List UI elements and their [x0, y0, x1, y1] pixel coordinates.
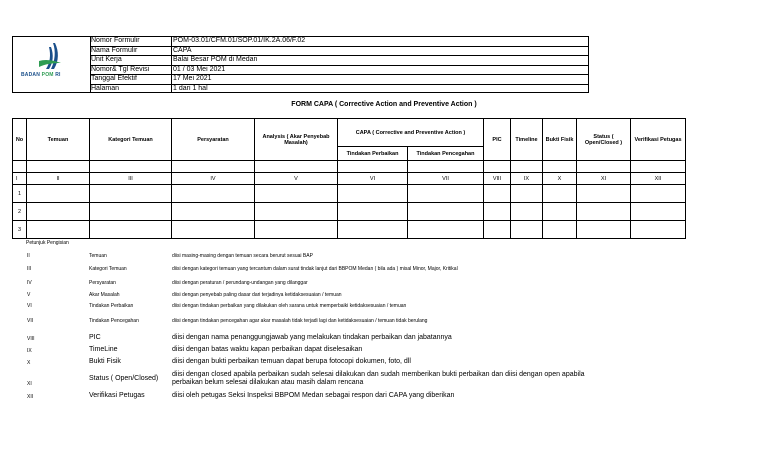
table-cell[interactable]: [172, 203, 255, 221]
guide-label: Tindakan Perbaikan: [89, 303, 134, 309]
table-cell[interactable]: [27, 203, 90, 221]
meta-key: Nomor& Tgl Revisi: [90, 66, 172, 75]
table-cell[interactable]: [484, 221, 511, 239]
col-header-pic: PIC: [484, 119, 511, 161]
guide-code: III: [27, 266, 32, 272]
row-number: 1: [13, 185, 27, 203]
guide-desc: diisi masing-masing dengan temuan secara berurut sesuai BAP: [172, 253, 313, 259]
guide-label: Tindakan Pencegahan: [89, 318, 139, 324]
index-cell: IX: [511, 173, 543, 185]
col-header-persyaratan: Persyaratan: [172, 119, 255, 161]
index-cell: XI: [577, 173, 631, 185]
guide-desc: diisi dengan tindakan pencegahan agar akar masalah tidak terjadi lagi dan ketidaksesuaian / temuan tidak berulang: [172, 318, 428, 324]
meta-value: CAPA: [173, 46, 192, 54]
table-cell[interactable]: [484, 185, 511, 203]
guide-code: VIII: [27, 336, 35, 342]
meta-value: 1 dari 1 hal: [173, 84, 208, 92]
guide-label: Kategori Temuan: [89, 266, 127, 272]
guide-code: XI: [27, 381, 32, 387]
table-cell[interactable]: [255, 185, 338, 203]
table-cell[interactable]: [338, 185, 408, 203]
form-title: FORM CAPA ( Corrective Action and Preventive Action ): [291, 101, 477, 108]
index-cell: VI: [338, 173, 408, 185]
col-header-verifikasi: Verifikasi Petugas: [631, 119, 686, 161]
guide-code: II: [27, 253, 30, 259]
logo-text: BADAN POM RI: [21, 72, 61, 78]
index-cell: VII: [408, 173, 484, 185]
guide-label: Bukti Fisik: [89, 358, 121, 365]
meta-value: 17 Mei 2021: [173, 75, 212, 82]
guide-code: XII: [27, 394, 34, 400]
col-header-capa: CAPA ( Corrective and Preventive Action ): [338, 119, 484, 147]
guide-label: Persyaratan: [89, 280, 116, 286]
guide-desc: diisi dengan batas waktu kapan perbaikan dapat diselesaikan: [172, 346, 363, 353]
meta-value: Balai Besar POM di Medan: [173, 56, 258, 63]
table-row: [13, 221, 686, 239]
guide-code: IV: [27, 280, 32, 286]
badan-pom-logo: [13, 37, 91, 92]
table-cell[interactable]: [90, 203, 172, 221]
table-cell[interactable]: [577, 221, 631, 239]
guide-label: Verifikasi Petugas: [89, 392, 145, 399]
table-cell[interactable]: [27, 185, 90, 203]
table-cell[interactable]: [408, 203, 484, 221]
row-number: 3: [13, 221, 27, 239]
table-cell[interactable]: [631, 221, 686, 239]
guide-label: PIC: [89, 334, 101, 341]
table-cell[interactable]: [90, 185, 172, 203]
table-cell[interactable]: [511, 203, 543, 221]
guide-label: Temuan: [89, 253, 107, 259]
table-cell[interactable]: [338, 221, 408, 239]
guide-code: X: [27, 360, 31, 366]
meta-row: [90, 85, 588, 94]
guide-code: VII: [27, 318, 34, 324]
index-cell: X: [543, 173, 577, 185]
meta-row: [90, 66, 588, 76]
col-header-temuan: Temuan: [27, 119, 90, 161]
table-cell[interactable]: [631, 185, 686, 203]
table-cell[interactable]: [511, 185, 543, 203]
guide-desc: diisi oleh petugas Seksi Inspeksi BBPOM Medan sebagai respon dari CAPA yang diberikan: [172, 392, 455, 399]
col-header-bukti: Bukti Fisik: [543, 119, 577, 161]
table-cell[interactable]: [172, 185, 255, 203]
meta-key: Nomor Formulir: [90, 37, 172, 46]
table-cell[interactable]: [408, 185, 484, 203]
table-cell[interactable]: [255, 203, 338, 221]
meta-value: POM-03.01/CFM.01/SOP.01/IK.2A.06/F.02: [173, 37, 306, 44]
table-cell[interactable]: [577, 185, 631, 203]
table-cell[interactable]: [543, 185, 577, 203]
meta-row: [90, 56, 588, 66]
guide-label: TimeLine: [89, 346, 118, 353]
table-cell[interactable]: [338, 203, 408, 221]
meta-value: 01 / 03 Mei 2021: [173, 65, 226, 73]
guide-code: V: [27, 292, 31, 298]
table-cell[interactable]: [543, 221, 577, 239]
guide-title: Petunjuk Pengisian: [26, 240, 69, 246]
table-cell[interactable]: [511, 221, 543, 239]
table-cell[interactable]: [255, 221, 338, 239]
index-cell: IV: [172, 173, 255, 185]
guide-desc: diisi dengan kategori temuan yang tercantum dalam surat tindak lanjut dari BBPOM Medan ( bila ada ) misal Minor, Major, Kritikal: [172, 266, 458, 272]
meta-key: Tanggal Efektif: [90, 75, 172, 84]
col-header-kategori: Kategori Temuan: [90, 119, 172, 161]
meta-key: Unit Kerja: [90, 56, 172, 65]
index-cell: XII: [631, 173, 686, 185]
meta-key: Halaman: [90, 85, 172, 94]
guide-desc: diisi dengan peraturan / perundang-undangan yang dilanggar: [172, 280, 308, 286]
index-row: [13, 173, 686, 185]
guide-desc: diisi dengan bukti perbaikan temuan dapat berupa fotocopi dokumen, foto, dll: [172, 358, 411, 365]
guide-desc: diisi dengan penyebab paling dasar dari terjadinya ketidaksesuaian / temuan: [172, 292, 342, 298]
col-header-perbaikan: Tindakan Perbaikan: [338, 147, 408, 161]
col-header-pencegahan: Tindakan Pencegahan: [408, 147, 484, 161]
table-cell[interactable]: [408, 221, 484, 239]
capa-table: [12, 118, 686, 239]
table-cell[interactable]: [577, 203, 631, 221]
meta-key: Nama Formulir: [90, 47, 172, 56]
index-cell: V: [255, 173, 338, 185]
guide-label: Status ( Open/Closed): [89, 375, 159, 382]
index-cell: VIII: [484, 173, 511, 185]
meta-row: [90, 37, 588, 47]
table-cell[interactable]: [484, 203, 511, 221]
index-cell: II: [27, 173, 90, 185]
logo-emblem-icon: [13, 37, 90, 73]
table-row: [13, 203, 686, 221]
document-header: [12, 36, 589, 93]
row-number: 2: [13, 203, 27, 221]
meta-table: [90, 37, 588, 93]
table-spacer-row: [13, 161, 686, 173]
table-cell[interactable]: [27, 221, 90, 239]
col-header-status: Status ( Open/Closed ): [577, 119, 631, 161]
table-cell[interactable]: [631, 203, 686, 221]
guide-desc: diisi dengan closed apabila perbaikan sudah selesai dilakukan dan sudah memberikan bukti perbaikan dan diisi dengan open apabila perbaikan belum selesai dilakukan atau masih dalam rencana: [172, 371, 585, 386]
table-cell[interactable]: [90, 221, 172, 239]
index-cell: III: [90, 173, 172, 185]
guide-label: Akar Masalah: [89, 292, 120, 298]
col-header-analysis: Analysis ( Akar Penyebab Masalah): [255, 119, 338, 161]
meta-row: [90, 47, 588, 57]
meta-row: [90, 75, 588, 85]
guide-desc: diisi dengan tindakan perbaikan yang dilakukan oleh sarana untuk memperbaiki ketidaksesuaian / temuan: [172, 303, 407, 309]
guide-code: VI: [27, 303, 32, 309]
table-row: [13, 185, 686, 203]
table-cell[interactable]: [172, 221, 255, 239]
guide-desc: diisi dengan nama penanggungjawab yang melakukan tindakan perbaikan dan jabatannya: [172, 334, 452, 341]
table-cell[interactable]: [543, 203, 577, 221]
col-header-timeline: Timeline: [511, 119, 543, 161]
guide-code: IX: [27, 348, 32, 354]
index-cell: I: [13, 173, 27, 185]
col-header-no: No: [13, 119, 27, 161]
